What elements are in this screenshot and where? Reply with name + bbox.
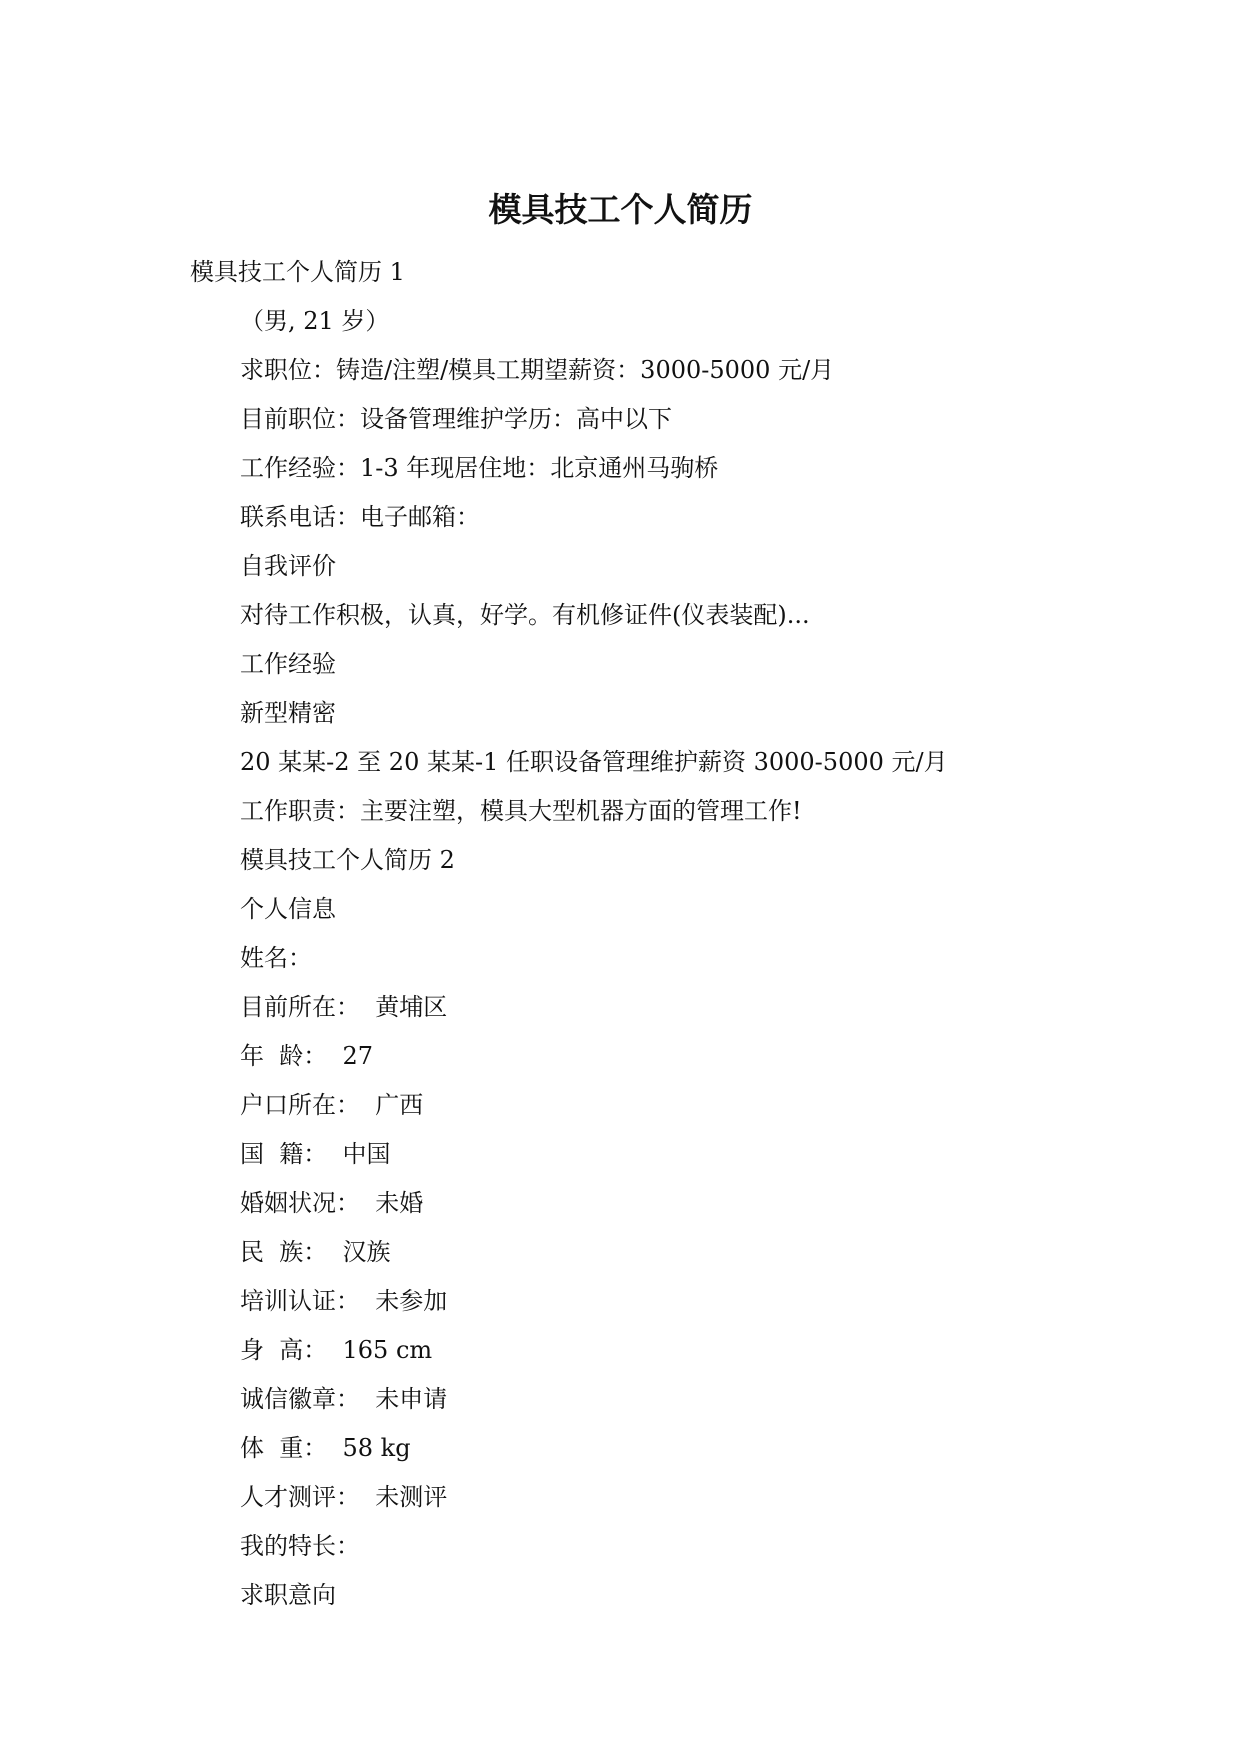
resume-2-heading: 模具技工个人简历 2: [240, 846, 455, 874]
text-line: 婚姻状况： 未婚: [240, 1189, 424, 1217]
text-line: 户口所在： 广西: [240, 1091, 424, 1119]
text-line: 工作职责：主要注塑，模具大型机器方面的管理工作!: [240, 797, 802, 825]
text-line: 对待工作积极，认真，好学。有机修证件(仪表装配)...: [240, 601, 810, 629]
text-line: 体 重： 58 kg: [240, 1434, 411, 1462]
resume-1-heading: 模具技工个人简历 1: [190, 258, 405, 286]
section-heading: 工作经验: [240, 650, 336, 678]
text-line: 联系电话：电子邮箱：: [240, 503, 480, 531]
text-line: 新型精密: [240, 699, 336, 727]
section-heading: 个人信息: [240, 895, 336, 923]
document-title: 模具技工个人简历: [488, 190, 753, 229]
text-line: 姓名：: [240, 944, 312, 972]
section-heading: 自我评价: [240, 552, 336, 580]
text-line: 诚信徽章： 未申请: [240, 1385, 448, 1413]
text-line: 目前职位：设备管理维护学历：高中以下: [240, 405, 672, 433]
text-line: 身 高： 165 cm: [240, 1336, 433, 1364]
text-line: （男, 21 岁）: [240, 307, 390, 335]
text-line: 工作经验：1-3 年现居住地：北京通州马驹桥: [240, 454, 719, 482]
text-line: 国 籍： 中国: [240, 1140, 391, 1168]
text-line: 人才测评： 未测评: [240, 1483, 448, 1511]
text-line: 20 某某-2 至 20 某某-1 任职设备管理维护薪资 3000-5000 元/月: [240, 748, 948, 776]
text-line: 求职位：铸造/注塑/模具工期望薪资：3000-5000 元/月: [240, 356, 835, 384]
text-line: 民 族： 汉族: [240, 1238, 391, 1266]
text-line: 培训认证： 未参加: [240, 1287, 448, 1315]
section-heading: 求职意向: [240, 1581, 336, 1609]
text-line: 年 龄： 27: [240, 1042, 374, 1070]
resume-body: [240, 303, 948, 1626]
text-line: 我的特长：: [240, 1532, 360, 1560]
text-line: 目前所在： 黄埔区: [240, 993, 448, 1021]
